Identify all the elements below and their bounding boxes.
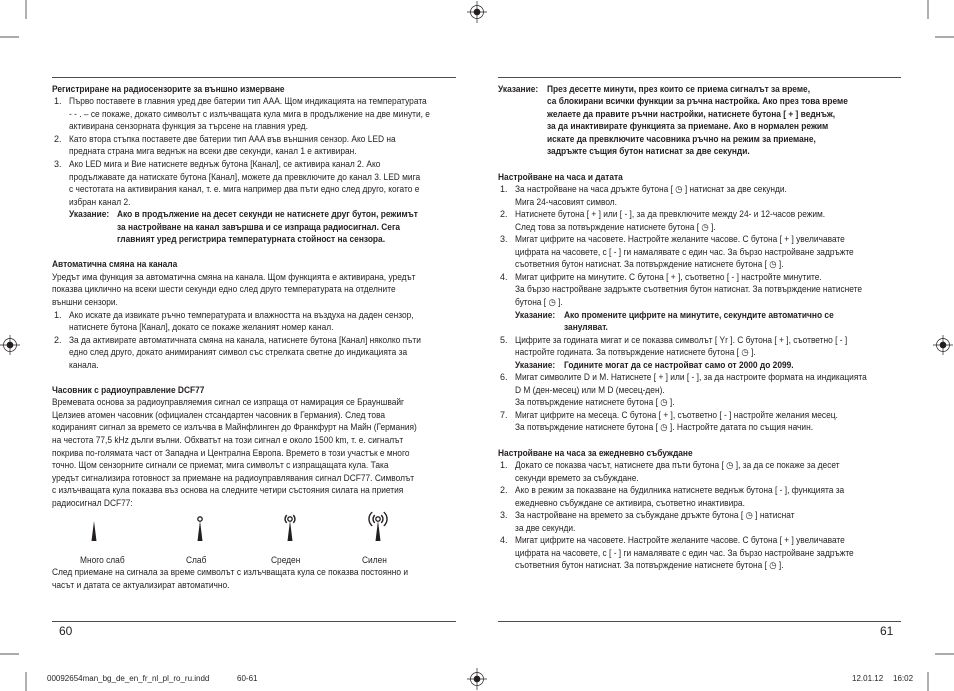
note-line: искате да превключите часовника ръчно на режим за приемане, (547, 133, 816, 144)
note-line: главният уред регистрира температурната стойност на сензора. (117, 234, 386, 245)
footer-date: 12.01.12 (852, 674, 884, 683)
spacer (498, 158, 902, 171)
spacer (52, 246, 456, 259)
text-line: След това за потвърждение натиснете бутона [ ◷ ]. (515, 221, 716, 232)
text-line: предната страна мига веднъж на всеки две секунди, канал 1 е активиран. (69, 146, 357, 157)
step-item (498, 334, 902, 359)
step-number: 2. (54, 334, 62, 345)
step-item (498, 509, 902, 534)
footer-page-range: 60-61 (237, 674, 258, 683)
text-line: Цифрите за годината мигат и се показва символът [ Yr ]. С бутона [ + ], съответно [ - ] (515, 334, 848, 345)
signal-strong-icon (363, 509, 393, 543)
registration-mark-bottom (467, 668, 487, 690)
signal-strength-icons (52, 509, 456, 553)
note-line: зануляват. (564, 322, 608, 333)
step-item (52, 309, 456, 334)
step-number: 3. (500, 234, 508, 245)
note-block (52, 208, 456, 246)
text-line: едно след друго, докато анимираният символ със стрелката светне до индикацията за (69, 347, 408, 358)
signal-very-weak-icon (79, 509, 109, 543)
text-line: За настройване на времето за събуждане дръжте бутона [ ◷ ] натиснат (515, 510, 795, 521)
step-number: 1. (54, 309, 62, 320)
signal-label: Силен (362, 554, 387, 565)
step-number: 2. (54, 133, 62, 144)
step-number: 4. (500, 535, 508, 546)
note-line: желаете да правите ръчни настройки, натиснете бутона [ + ] веднъж, (547, 108, 836, 119)
note-line: за да инактивирате функцията за приемане. Ако в нормален режим (547, 121, 829, 132)
text-line: точно. Щом сензорните сигнали се приемат, мига символът с изпращащата кула. Така (52, 460, 389, 471)
text-line: канала. (69, 359, 99, 370)
note-label: Указание: (498, 83, 539, 94)
registration-mark-left (0, 335, 20, 355)
step-number: 6. (500, 372, 508, 383)
step-number: 3. (54, 158, 62, 169)
text-line: Мигат цифрите на месеца. С бутона [ + ], съответно [ - ] настройте желания месец. (515, 409, 838, 420)
section-heading: Автоматична смяна на канала (52, 259, 178, 270)
section-heading: Регистриране на радиосензорите за външно измерване (52, 83, 285, 94)
text-line: След приемане на сигнала за време символът с излъчващата кула се показва постоянно и (52, 567, 409, 578)
text-line: продължавате да натискате бутона [Канал], можете да превключите до канал 3. LED мига (69, 171, 421, 182)
text-line: Докато се показва часът, натиснете два пъти бутона [ ◷ ], за да се покаже за десет (515, 460, 840, 471)
section-heading: Настройване на часа за ежедневно събуждане (498, 447, 693, 458)
text-line: Мигат цифрите на минутите. С бутона [ + ], съответно [ - ] настройте минутите. (515, 271, 822, 282)
text-line: Мигат символите D и M. Натиснете [ + ] или [ - ], за да настроите формата на индикацията (515, 372, 867, 383)
text-line: Времевата основа за радиоуправляемия сигнал се изпраща от намирация се Брауншвайг (52, 397, 405, 408)
text-line: За да активирате автоматичната смяна на канала, натиснете бутона [Канал] няколко пъти (69, 334, 421, 345)
text-line: покрива по-голямата част от Западна и Централна Европа. Времето в този участък е много (52, 447, 410, 458)
text-line: с честотата на активирания канал, т. е. мига например два пъти едно след друго, когато е (69, 184, 420, 195)
step-item (498, 371, 902, 409)
step-number: 3. (500, 510, 508, 521)
note-line: задръжте същия бутон натиснат за две секунди. (547, 146, 750, 157)
text-line: Ако в режим за показване на будилника натиснете веднъж бутона [ - ], функцията за (515, 485, 845, 496)
signal-label: Много слаб (80, 554, 125, 565)
note-block (498, 83, 902, 158)
page-number-left: 60 (59, 624, 73, 638)
text-line: Ако искате да извикате ръчно температурата и влажността на въздуха на даден сензор, (69, 309, 414, 320)
step-item (498, 271, 902, 309)
signal-weak-icon (185, 509, 215, 543)
step-item (498, 409, 902, 434)
top-rule-left (52, 77, 456, 78)
note-line: Годините могат да се настройват само от 2000 до 2099. (564, 359, 794, 370)
text-line: кодираният сигнал за времето се излъчва в Майнфлинген до Франкфурт на Майн (Германия) (52, 422, 417, 433)
signal-label: Среден (271, 554, 301, 565)
top-rule-right (498, 77, 901, 78)
note-line: Ако промените цифрите на минутите, секундите автоматично се (564, 309, 834, 320)
text-line: радиосигнал DCF77: (52, 497, 133, 508)
bottom-rule-right (498, 621, 901, 622)
bottom-rule-left (52, 621, 456, 622)
step-number: 5. (500, 334, 508, 345)
signal-strength-labels (52, 554, 456, 567)
step-item (52, 158, 456, 208)
text-line: ежедневно събуждане се активира, съответно инактивира. (515, 497, 745, 508)
step-item (498, 459, 902, 484)
spacer (498, 434, 902, 447)
text-line: Ако LED мига и Вие натиснете веднъж бутона [Канал], се активира канал 2. Ако (69, 158, 381, 169)
text-line: външни сензори. (52, 296, 118, 307)
left-page-text (52, 83, 456, 592)
text-line: Първо поставете в главния уред две батерии тип AAA. Щом индикацията на температурата (69, 96, 427, 107)
text-line: показва циклично на всеки шести секунди едно след друго температурата на отделните (52, 284, 396, 295)
step-number: 1. (500, 460, 508, 471)
signal-label: Слаб (186, 554, 207, 565)
step-number: 1. (500, 184, 508, 195)
text-line: D M (ден-месец) или M D (месец-ден). (515, 384, 665, 395)
text-line: съответния бутон натиснат. За потвърждение натиснете бутона [ ◷ ]. (515, 259, 784, 270)
note-block (498, 359, 902, 372)
registration-mark-right (933, 335, 953, 355)
text-line: цифрата на часовете, с [ - ] ги намалявате с един час. За бързо настройване задръжте (515, 246, 854, 257)
signal-medium-icon (275, 509, 305, 543)
step-item (498, 183, 902, 208)
step-item (498, 208, 902, 233)
text-line: натиснете бутона [Канал], докато се покаже желаният номер канал. (69, 322, 334, 333)
text-line: За настройване на часа дръжте бутона [ ◷ ] натиснат за две секунди. (515, 184, 787, 195)
text-line: на честота 77,5 kHz дълги вълни. Обхватът на този сигнал е около 1500 km, т. е. сигналът (52, 435, 404, 445)
section-heading: Часовник с радиоуправление DCF77 (52, 384, 205, 395)
text-line: Мигат цифрите на часовете. Настройте желаните часове. С бутона [ + ] увеличавате (515, 535, 845, 546)
note-label: Указание: (515, 309, 556, 320)
note-line: През десетте минути, през които се приема сигналът за време, (547, 83, 811, 94)
text-line: избран канал 2. (69, 196, 131, 207)
text-line: За потвърждение натиснете бутона [ ◷ ]. (515, 397, 675, 408)
page-number-right: 61 (880, 624, 894, 638)
note-line: за настройване на канал завършва и се изпраща радиосигнал. Сега (117, 221, 401, 232)
text-line: активирана сензорната функция за търсене на главния уред. (69, 121, 308, 132)
spacer (52, 371, 456, 384)
crop-mark-bottom-right (928, 654, 954, 691)
text-line: Целзиев атомен часовник (официален стсандартен часовник в Германия). След това (52, 409, 386, 420)
text-line: настройте годината. За потвърждение натиснете бутона [ ◷ ]. (515, 347, 756, 358)
text-line: Уредът има функция за автоматична смяна на канала. Щом функцията е активирана, уредът (52, 271, 416, 282)
text-line: Като втора стъпка поставете две батерии тип AAA във външния сензор. Ако LED на (69, 133, 396, 144)
step-item (498, 534, 902, 572)
text-line: часът и датата се актуализират автоматично. (52, 579, 230, 590)
text-line: секунди времето за събуждане. (515, 472, 639, 483)
section-heading: Настройване на часа и датата (498, 171, 623, 182)
text-line: съответния бутон натиснат. За потвърждение натиснете бутона [ ◷ ]. (515, 560, 784, 571)
crop-mark-bottom-left (0, 654, 26, 691)
step-item (52, 133, 456, 158)
text-line: Натиснете бутона [ + ] или [ - ], за да превключите между 24- и 12-часов режим. (515, 209, 826, 220)
crop-mark-top-right (928, 0, 954, 37)
note-label: Указание: (515, 359, 556, 370)
note-line: са блокирани всички функции за ръчна настройка. Ако през това време (547, 96, 848, 107)
step-item (498, 233, 902, 271)
step-item (52, 334, 456, 372)
text-line: За потвърждение натиснете бутона [ ◷ ]. Настройте датата по същия начин. (515, 422, 814, 433)
step-number: 7. (500, 409, 508, 420)
right-page-text (498, 83, 902, 572)
text-line: бутона [ ◷ ]. (515, 296, 563, 307)
step-number: 2. (500, 485, 508, 496)
footer-time: 16:02 (893, 674, 914, 683)
text-line: За бързо настройване задръжте съответния бутон натиснат. За потвърждение натиснете (515, 284, 863, 295)
note-line: Ако в продължение на десет секунди не натиснете друг бутон, режимът (117, 209, 418, 220)
text-line: - - . – се покаже, докато символът с излъчващата кула мига в продължение на две минути, е (69, 108, 430, 119)
step-number: 2. (500, 209, 508, 220)
crop-mark-top-left (0, 0, 26, 37)
text-line: Мига 24-часовият символ. (515, 196, 618, 207)
text-line: с излъчващата кула показва въз основа на следните четири състояния силата на приетия (52, 485, 404, 496)
note-label: Указание: (69, 209, 110, 220)
step-item (498, 484, 902, 509)
step-number: 4. (500, 271, 508, 282)
note-block (498, 309, 902, 334)
text-line: цифрата на часовете, с [ - ] ги намалявате с един час. За бързо настройване задръжте (515, 547, 854, 558)
step-number: 1. (54, 96, 62, 107)
text-line: за две секунди. (515, 522, 576, 533)
footer-file-name: 00092654man_bg_de_en_fr_nl_pl_ro_ru.indd (47, 674, 210, 683)
text-line: уредът сигнализира готовност за приемане на радиоуправлявания сигнал DCF77. Символът (52, 472, 415, 483)
text-line: Мигат цифрите на часовете. Настройте желаните часове. С бутона [ + ] увеличавате (515, 234, 845, 245)
step-item (52, 95, 456, 133)
registration-mark-top (467, 1, 487, 23)
